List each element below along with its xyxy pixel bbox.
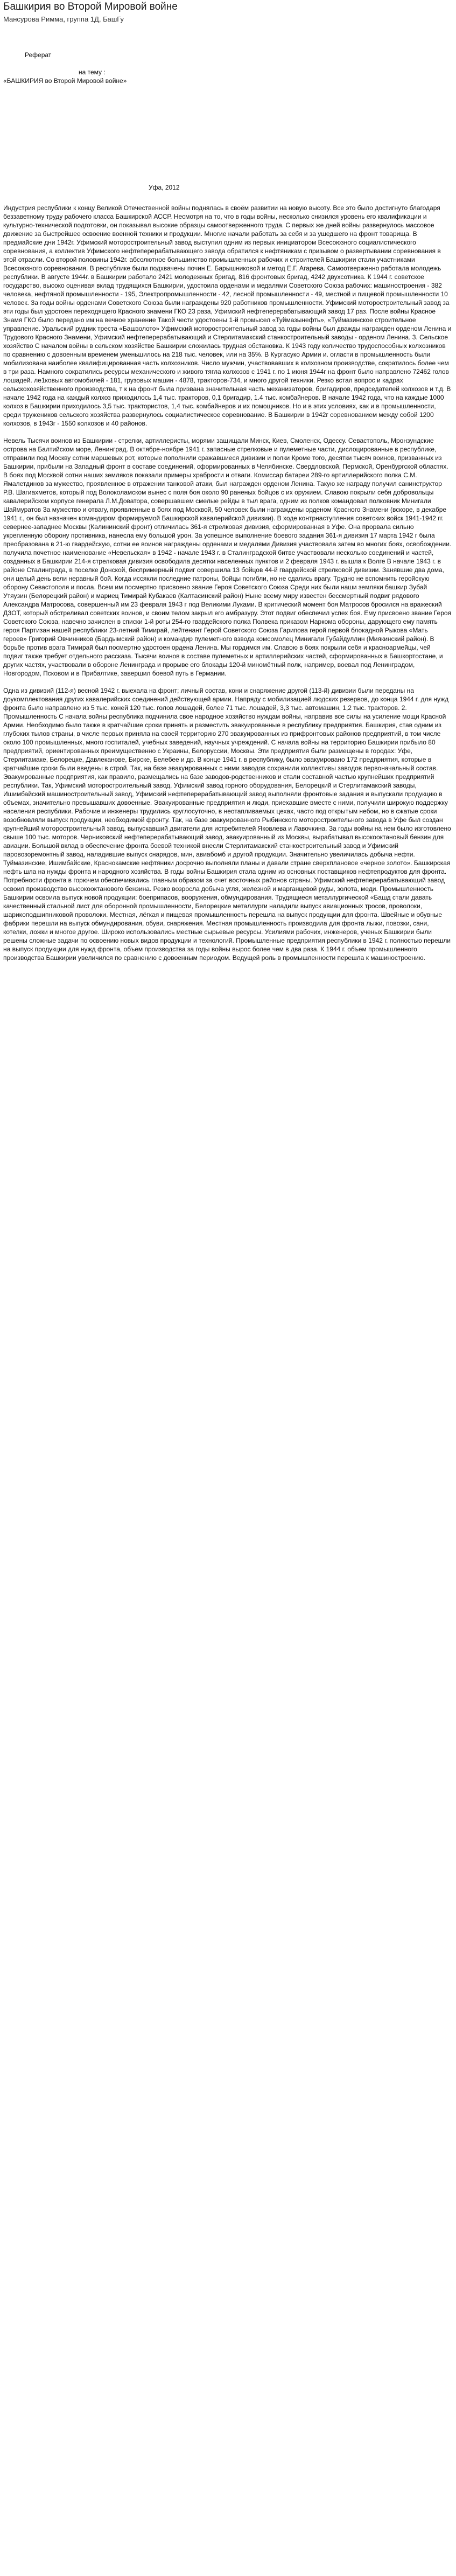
document-title: Башкирия во Второй Мировой войне [3, 1, 178, 12]
author-line: Мансурова Римма, группа 1Д, БашГу [3, 15, 124, 23]
city-year: Уфа, 2012 [149, 184, 180, 191]
paragraph-industry: Индустрия республики к концу Великой Отечественной войны поднялась в своём развитии на новую высоту. Все это было достигнуто благодаря беззаветному труду рабочего класса Башкирской АССР. Несмотря на то, что в годы войны, несколько снизился уровень его квалификации и культурно-технической подготовки, он показывал высокие образцы самоотверженного труда. С первых же дней войны развернулось массовое движение за быстрейшее освоение военной техники и продукции. Многие начали работать за себя и за ушедшего на фронт товарища. В предмайские дни 1942г. Уфимский моторостроительный завод выступил одним из первых инициатором Всесоюзного социалистического соревнования, а коллектив Уфимского нефтеперерабатывающего завода обратился к нефтяникам с призывом о развертывании соревнования в этой отрасли. Со второй половины 1942г. абсолютное большинство промышленных рабочих и строителей Башкирии стали участниками Всесоюзного соревнования. В республике были подхвачены почин Е. Барышниковой и метод Е.Г. Агарева. Самоотверженно работала молодежь республики. В августе 1944г. в Башкирии работало 2421 молодежных бригад, 816 фронтовых бригад, 4242 двухсотника. К 1944 г. советское государство, высоко оценивая вклад трудящихся Башкирии, удостоила орденами и медалями Советского Союза рабочих: машиностроения - 382 человека, нефтяной промышленности - 195, Электропромышленности - 42, лесной промышленности - 49, местной и пищевой промышленности 10 человек. За годы войны орденами Советского Союза были награждены 920 работников промышленности. Уфимский моторостроительный завод за эти годы был удостоен переходящего Красного знамени ГКО 23 раза, Уфимский нефтеперерабатывающий завод 17 раз. После войны Красное Знамя ГКО было передано им на вечное хранение Такой чести удостоены 1-й промысел «Туймазынефть», «Туймазинское строительное управление. Уральский рудник треста «Башзолото» Уфимский моторостроительный завод за годы войны был дважды награжден орденом Ленина и Трудового Красного Знамени, Уфимский нефтеперерабатывающий и Стерлитамакский станкостроительный заводы - орденом Ленина. 3. Сельское хозяйство С началом войны в сельском хозяйстве Башкирии сложилась трудная обстановка. К 1943 году количество трудоспособных колхозников по сравнению с довоенным временем уменьшилось на 218 тыс. человек, или на 35%. В Кургасуко Армии и. огласти в промышленность были мобилизована наиболее квалифицированная часть колхозников. Число мужчин, участвовавших в колхозном производстве, сократилось более чем в три раза. Намного сократились ресурсы механического и живого тягла колхозов с 1941 г. по 1 июня 1944г на фронт было направлено 72462 голов лошадей. ле1ковых автомобилей - 181, грузовых машин - 4878, тракторов-734, и много другой техники. Резко встал вопрос и кадрах сельскохозяйственного производства, т к на фронт была призвана значительная часть механизаторов, бригадиров, председателей колхозов и т.д. В начале 1942 года на каждый колхоз приходилось 1,4 тыс. тракторов, 0,1 бригадир, 1.4 тыс. комбайнеров. В начале 1942 года, что на каждые 1000 колхоз в Башкирии приходилось 3,5 тыс. трактористов, 1,4 тыс. комбайнеров и их помощников. Но и в этих условиях, как и в промышленности, среди тружеников сельского хозяйства развернулось социалистическое соревнование. В Башкирии в 1942г соревнованием между собой 1200 колхозов, в 1943г - 1550 колхозов и 40 районов. [3, 204, 452, 427]
document-body [3, 51, 452, 962]
paragraph-divisions-industry: Одна из дивизий (112-я) весной 1942 г. выехала на фронт; личный состав, кони и снаряжение другой (113-й) дивизии были переданы на доукомплектования других кавалерийских соединений действующей армии. Напряду с мобилизацией людских резервов, до конца 1944 г. для нужд фронта было направлено из 5 тыс. коней 120 тыс. голов лошадей, более 71 тыс. лошадей, 3,3 тыс. автомашин, 1,2 тыс. тракторов. 2. Промышленность С начала войны республика подчинила свое народное хозяйство нуждам войны, направив все силы на усиление мощи Красной Армии. Необходимо было также в кратчайшие сроки принять и разместить эвакуированные в республику предприятия. Башкирия, став одним из глубоких тылов страны, в числе первых приняла на своей территорию 270 эвакуированных из прифронтовых районов предприятий, в том числе около 100 промышленных, много госпиталей, учебных заведений, научных учреждений. С начала войны на территорию Башкирии прибыло 80 предприятий, ориентированных преимущественно с Украины, Белоруссии, Москвы. Эти предприятия были размещены в городах: Уфе, Стерлитамаке, Белорецке, Давлеканове, Бирске, Белебее и др. В конце 1941 г. в республику, было эвакуировано 172 предприятия, которые в кратчайшие сроки были введены в строй. Так, на базе эвакуированных с ними заводов сохранили коллективы заводов первоначальный состав. Эвакуированные предприятия, как правило, размещались на базе заводов-родственников и стали составной частью крупнейших предприятий республики. Так, Уфимский моторостроительный завод, Уфимский завод горного оборудования, Белорецкий и Стерлитамакский заводы, Ишимбайский машиностроительный завод, Уфимский нефтеперерабатывающий завод выполняли фронтовые задания и выпускали продукцию в объемах, значительно превышавших довоенные. Эвакуированные предприятия и люди, приехавшие вместе с ними, получили широкую поддержку населения республики. Рабочие и инженеры трудились круглосуточно, в неотапливаемых цехах, часто под открытым небом, но в сжатые сроки возобновляли выпуск продукции, необходимой фронту. Так, на базе эвакуированного Рыбинского моторостроительного завода в Уфе был создан крупнейший моторостроительный завод, выпускавший двигатели для истребителей Яковлева и Лавочкина. За годы войны на нем было изготовлено свыше 100 тыс. моторов. Черниковский нефтеперерабатывающий завод, эвакуированный из Москвы, вырабатывал высокооктановый бензин для авиации. Большой вклад в обеспечение фронта боевой техникой внесли Стерлитамакский станкостроительный завод и Уфимский паровозоремонтный завод, наладившие выпуск снарядов, мин, авиабомб и другой продукции. Значительно увеличилась добыча нефти. Туймазинские, Ишимбайские, Краснокамские нефтяники досрочно выполняли планы и давали стране сверхплановое «черное золото». Башкирская нефть шла на нужды фронта и народного хозяйства. В годы войны Башкирия стала одним из основных поставщиков нефтепродуктов для фронта. Потребности фронта в горючем обеспечивались главным образом за счет восточных районов страны. Уфимский нефтеперерабатывающий завод освоил производство высокооктанового бензина. Резко возросла добыча угля, железной и марганцевой руды, золота, меди. Промышленность Башкирии освоила выпуск новой продукции: боеприпасов, вооружения, обмундирования. Трудящиеся металлургической «Башд стали давать качественный стальной лист для оборонной промышленности, Белорецкие металлурги наладили выпуск авиационных тросов, проволоки, шарикоподшипниковой проволоки. Местная, лёгкая и пищевая промышленность перешла на выпуск продукции для фронта. Швейные и обувные фабрики перешли на выпуск обмундирования, обуви, снаряжения. Местная промышленность производила для фронта лыжи, повозки, сани, котелки, ложки и многое другое. Широко использовались местные сырьевые ресурсы. Усилиями рабочих, инженеров, ученых Башкирии были решены сложные задачи по освоению новых видов продукции и технологий. Промышленные предприятия республики в 1942 г. полностью перешли на выпуск продукции для нужд фронта, объем производства за годы войны вырос более чем в два раза. К 1944 г. объем промышленного производства Башкирии увеличился по сравнению с довоенным периодом. Ведущей роль в промышленности перешла к машиностроению. [3, 687, 451, 962]
referat-label: Реферат [25, 51, 52, 59]
topic-prefix: на тему : [79, 68, 106, 76]
topic-title: «БАШКИРИЯ во Второй Мировой войне» [3, 77, 127, 85]
paragraph-soldiers: Невель Тысячи воинов из Башкирии - стрелки, артиллеристы, морями защищали Минск, Киев, Смоленск, Одессу. Севастополь, Мронзундские острова на Балтийском море, Ленинград. В октябре-ноябре 1941 г. запасные стрелковые и пулеметные части, дислоцированные в республике, отправили под Москву сотни маршевых рот, которые пополнили сражавшиеся дивизии и полки Кроме того, десятки тысяч воинов, призванных из Башкирии, прибыли на Западный фронт в составе соединений, сформированных в Челябинске. Свердловской, Пермской, Оренбургской областях. В боях под Москвой сотни наших земляков показали примеры храбрости и отваги. Комиссар батареи 289-го артиллерийского полка С.М. Ямалетдинов за мужество, проявленное в отражении танковой атаки, был награжден орденом Ленина. Такую же награду получил санинструктор Р.В. Шагиахметов, который под Волоколамском вынес с поля боя около 90 раненых бойцов с их оружием. Славою покрыли себя добровольцы кавалерийском корпусе генерала Л.М.Доватора, совершавшем смелые рейды в тыл врага, одним из полков командовал полковник Минигали Шаймуратов За мужество и отвагу, проявленные в боях под Москвой, 50 человек были награждены орденом Красного Знамени (вскоре, в декабре 1941 г., он был назначен командиром формируемой Башкирской кавалерийской дивизии). В ходе контрнаступления советских войск 1941-1942 гг. севернее-западнее Москвы (Калининский фронт) отличилась 361-я стрелковая дивизия, сформированная в Уфе. Она прорвала сильно укрепленную оборону противника, нанесла ему большой урон. За успешное выполнение боевого задания 361-я дивизия 17 марта 1942 г была преобразована в 21-ю гвардейскую, сотни ее воинов награждены орденами и медалями Дивизия участвовала затем во многих боях, освобождении. получила почетное наименование «Невельская» в 1942 - начале 1943 г. в Сталинградской битве участвовали несколько соединений и частей, созданных в Башкирии 214-я стрелковая дивизия освободила десятки населенных пунктов и 2 февраля 1943 г. вышла к Волге В начале 1943 г. в районе Сталинграда, в поселке Донской, беспримерный подвиг совершила 13 бойцов 44-й гвардейской стрелковой дивизии. Занявшие два дома, они целый день вели неравный бой. Когда иссякли последние патроны, бойцы погибли, но не сдались врагу. Трудно не вспомнить геройскую оборону Севастополя и посла. Всем им посмертно присвоено звание Героя Советского Союза Среди них были наши земляки башкир Зубай Утяузин (Белорецкий район) и мариец Тимирай Кубакаев (Калтасинский район) Ныне всему миру известен бессмертный подвиг рядового Александра Матросова, совершенный им 23 февраля 1943 г под Великими Луками. В критический момент боя Матросов бросился на вражеский ДЗОТ, который обстреливал советских воинов, и своим телом закрыл его амбразуру. Этот подвиг обеспечил успех боя. Ему присвоено звание Героя Советского Союза, навечно зачислен в списки 1-й роты 254-го гвардейского полка Полвека приказом Наркома обороны, дарующего ему память героя Партизан нашей республики 23-летний Тимирай, лейтенант Герой Советского Союза Гарипова герой первой блокадной Рыкова «Мать героев» Григорий Овчинников (Бардымский район) и командир пулеметного взвода комсомолец Минигали Губайдуллин (Миякинский район). В борьбе против врага Тимирай был посмертно удостоен ордена Ленина. Мы гордимся им. Славою в боях покрыли себя и красноармейцы, чей подвиг также требует отдельного рассказа. Тысячи воинов в составе пулеметных и артиллерийских частей, сформированных в Башкортостане, и других частях, участвовали в обороне Ленинграда и прорыве его блокады 120-й миномётный полк, например, воевал под Ленинградом, Новгородом, Псковом и в Прибалтике, завершил боевой путь в Германии. [3, 437, 452, 677]
